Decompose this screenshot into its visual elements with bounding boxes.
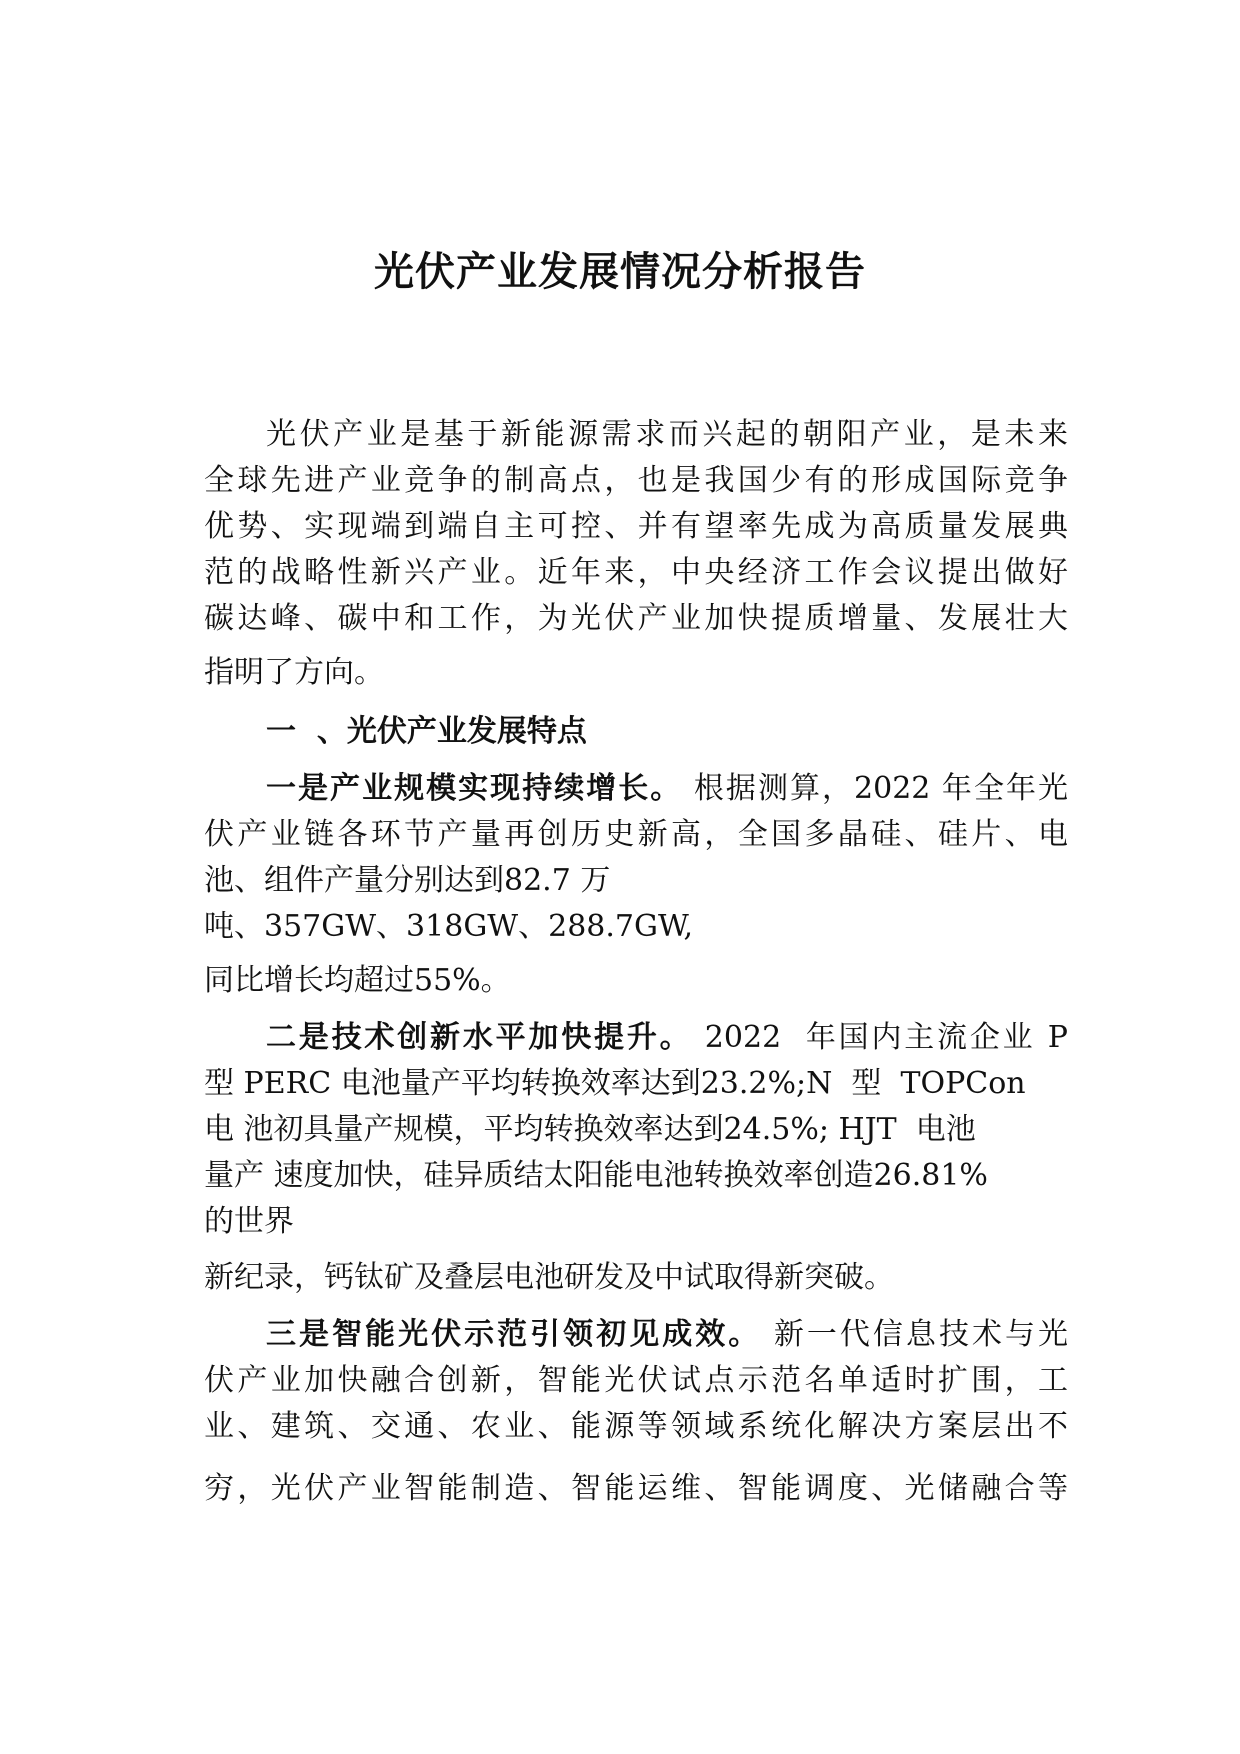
intro-line: 光伏产业是基于新能源需求而兴起的朝阳产业，是未来 xyxy=(266,417,1068,452)
intro-line: 全球先进产业竞争的制高点，也是我国少有的形成国际竞争 xyxy=(204,463,1068,498)
point1-line: 伏产业链各环节产量再创历史新高，全国多晶硅、硅片、电 xyxy=(204,817,1068,852)
point2-lead: 二是技术创新水平加快提升。 xyxy=(266,1020,693,1055)
point1-lead: 一是产业规模实现持续增长。 xyxy=(266,771,683,806)
point3-line: 穷，光伏产业智能制造、智能运维、智能调度、光储融合等 xyxy=(204,1471,1068,1506)
point2-lead-rest: 2022 年国内主流企业 P xyxy=(692,1020,1068,1055)
point2-line: 的世界 xyxy=(204,1204,294,1239)
point1-first-line xyxy=(204,769,1068,809)
point3-first-line xyxy=(204,1315,1068,1355)
point1-lead-rest: 根据测算，2022 年全年光 xyxy=(682,771,1068,806)
point2-first-line xyxy=(204,1018,1068,1058)
point3-lead: 三是智能光伏示范引领初见成效。 xyxy=(266,1317,762,1352)
point3-line: 伏产业加快融合创新，智能光伏试点示范名单适时扩围，工 xyxy=(204,1363,1068,1398)
intro-line: 优势、实现端到端自主可控、并有望率先成为高质量发展典 xyxy=(204,509,1068,544)
document-title: 光伏产业发展情况分析报告 xyxy=(374,249,866,295)
point1-line: 同比增长均超过55%。 xyxy=(204,963,511,998)
point3-line: 业、建筑、交通、农业、能源等领域系统化解决方案层出不 xyxy=(204,1409,1068,1444)
intro-line: 指明了方向。 xyxy=(204,655,384,690)
intro-line: 范的战略性新兴产业。近年来，中央经济工作会议提出做好 xyxy=(204,555,1068,590)
section-heading: 一 、光伏产业发展特点 xyxy=(266,714,587,749)
point1-line: 吨、357GW、318GW、288.7GW, xyxy=(204,909,694,944)
point2-line: 量产 速度加快，硅异质结太阳能电池转换效率创造26.81% xyxy=(204,1158,988,1193)
point3-lead-rest: 新一代信息技术与光 xyxy=(761,1317,1069,1352)
point2-line: 型 PERC 电池量产平均转换效率达到23.2%;N 型 TOPCon xyxy=(204,1066,1026,1101)
point2-line: 电 池初具量产规模，平均转换效率达到24.5%; HJT 电池 xyxy=(204,1112,976,1147)
point1-line: 池、组件产量分别达到82.7 万 xyxy=(204,863,611,898)
intro-line: 碳达峰、碳中和工作，为光伏产业加快提质增量、发展壮大 xyxy=(204,601,1068,636)
point2-line: 新纪录，钙钛矿及叠层电池研发及中试取得新突破。 xyxy=(204,1260,894,1295)
